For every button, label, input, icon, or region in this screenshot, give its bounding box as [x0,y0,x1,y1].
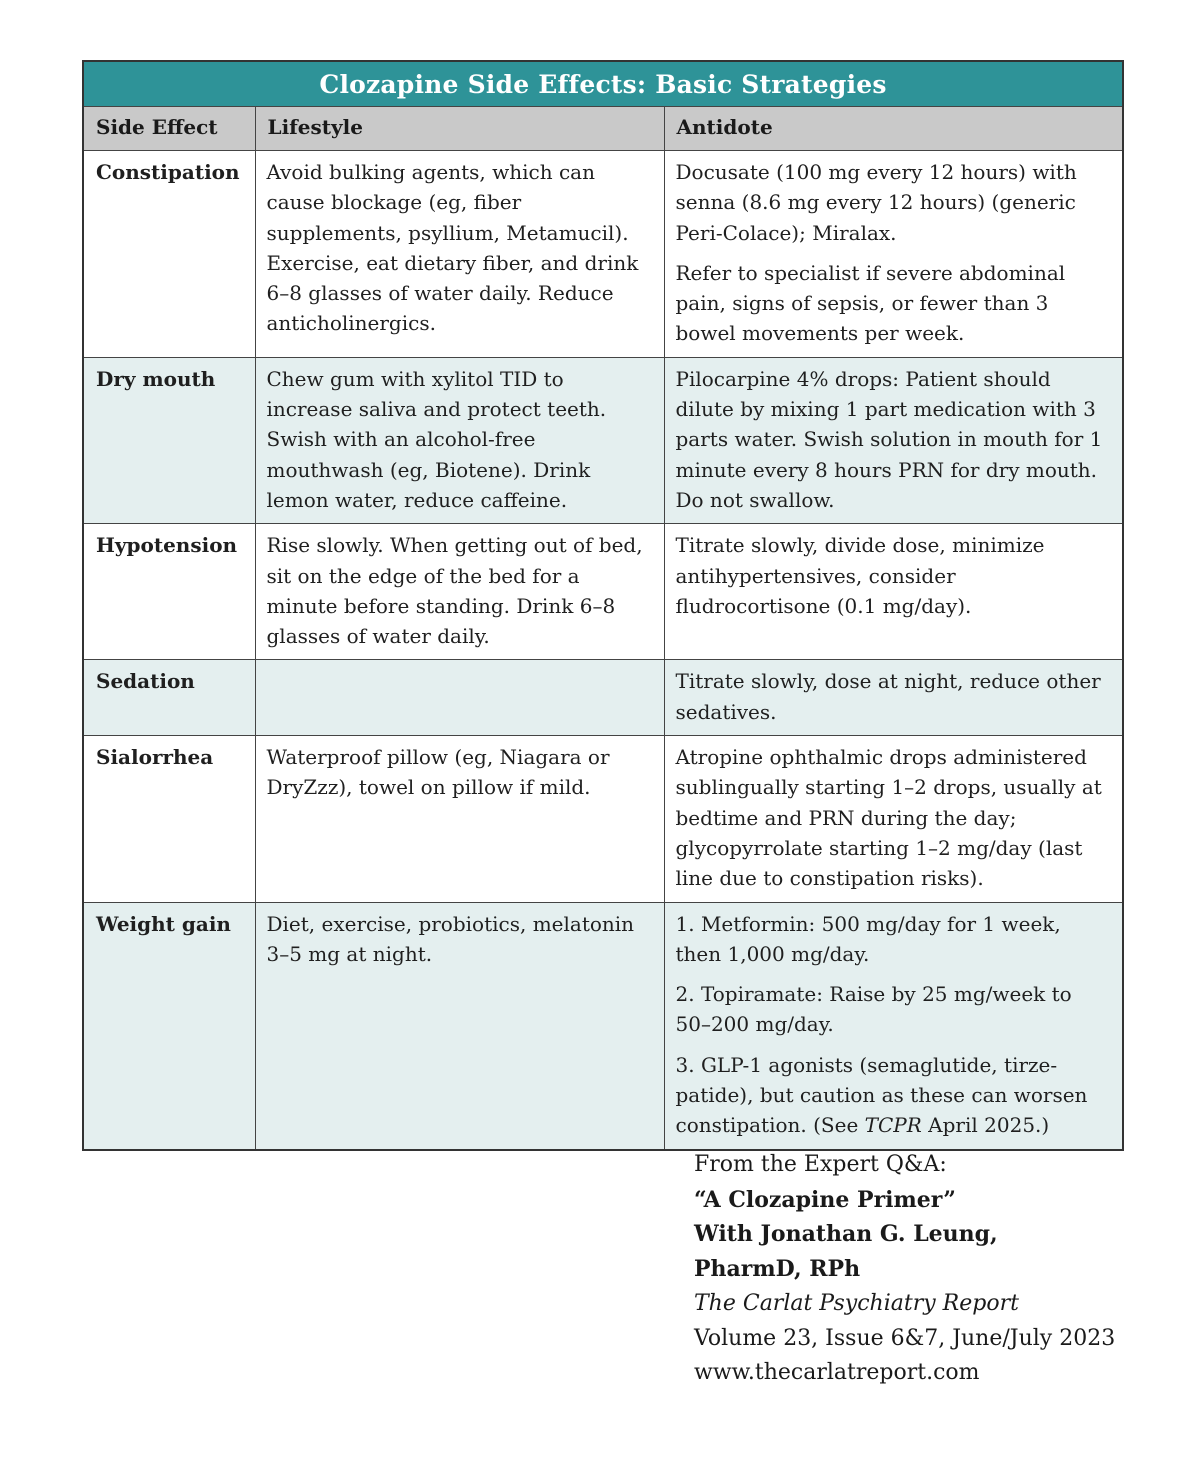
lifestyle-cell [255,660,664,736]
antidote-cell [664,524,1123,660]
table-row-weight-gain [83,902,1123,1150]
antidote-text: 1. Metformin: 500 mg/day for 1 week, then 1,000 mg/day. [675,911,1061,966]
lifestyle-text: Avoid bulking agents, which can cause blockage (eg, fiber supplements, psyllium, Metamucil). Exercise, eat dietary fiber, and drink 6–8 glasses of water daily. Reduce anticholinergics. [266,160,639,336]
antidote-text: 2. Topiramate: Raise by 25 mg/week to 50–200 mg/day. [675,982,1072,1037]
antidote-text: Titrate slowly, divide dose, minimize antihypertensives, consider fludrocortisone (0.1 mg/day). [675,533,1045,618]
side-effect-cell: Dry mouth [83,357,255,523]
table-row-constipation [83,151,1123,358]
antidote-text-part: April 2025.) [921,1113,1050,1138]
table-row-hypotension [83,524,1123,660]
citation-author: With Jonathan G. Leung, [694,1221,998,1248]
citation-journal: The Carlat Psychiatry Report [694,1290,1019,1316]
side-effect-cell: Sedation [83,660,255,736]
lifestyle-text: Rise slowly. When getting out of bed, sit on the edge of the bed for a minute before standing. Drink 6–8 glasses of water daily. [266,533,643,649]
antidote-cell [664,736,1123,902]
table-row-dry-mouth [83,357,1123,523]
antidote-text: Docusate (100 mg every 12 hours) with senna (8.6 mg every 12 hours) (generic Peri-Colace); Miralax. [675,160,1077,245]
lifestyle-cell [255,151,664,358]
table-header-row [83,107,1123,151]
lifestyle-cell [255,736,664,902]
side-effect-cell: Weight gain [83,902,255,1150]
column-header-side-effect: Side Effect [83,107,255,151]
side-effect-cell: Constipation [83,151,255,358]
lifestyle-text: Waterproof pillow (eg, Niagara or DryZzz), towel on pillow if mild. [266,745,610,800]
lifestyle-text: Chew gum with xylitol TID to increase saliva and protect teeth. Swish with an alcohol-free mouthwash (eg, Biotene). Drink lemon water, reduce caffeine. [266,366,607,512]
journal-abbrev: TCPR [864,1113,922,1138]
column-header-antidote: Antidote [664,107,1123,151]
side-effect-cell: Hypotension [83,524,255,660]
citation-issue: Volume 23, Issue 6&7, June/July 2023 [694,1325,1116,1351]
table-title: Clozapine Side Effects: Basic Strategies [83,61,1123,107]
table-title-row [83,61,1123,107]
source-citation [694,1148,1164,1391]
antidote-cell [664,357,1123,523]
citation-credentials: PharmD, RPh [694,1256,861,1283]
antidote-text: Atropine ophthalmic drops administered sublingually starting 1–2 drops, usually at bedtime and PRN during the day; glycopyrrolate starting 1–2 mg/day (last line due to constipation risks). [675,745,1102,891]
side-effects-table-wrapper [82,60,1122,1151]
citation-article-title: “A Clozapine Primer” [694,1186,956,1213]
citation-intro: From the Expert Q&A: [694,1152,947,1177]
lifestyle-text: Diet, exercise, probiotics, melatonin 3–5 mg at night. [266,911,635,966]
lifestyle-cell [255,902,664,1150]
antidote-cell [664,902,1123,1150]
antidote-text: Pilocarpine 4% drops: Patient should dilute by mixing 1 part medication with 3 parts water. Swish solution in mouth for 1 minute every 8 hours PRN for dry mouth. Do not swallow. [675,366,1103,512]
citation-url[interactable]: www.thecarlatreport.com [694,1360,980,1386]
side-effects-table [82,60,1124,1151]
antidote-text-glp1 [676,1050,1113,1141]
antidote-cell [664,660,1123,736]
antidote-text: Titrate slowly, dose at night, reduce other sedatives. [675,669,1101,724]
table-row-sialorrhea [83,736,1123,902]
column-header-lifestyle: Lifestyle [255,107,664,151]
table-row-sedation [83,660,1123,736]
antidote-text: Refer to specialist if severe abdominal pain, signs of sepsis, or fewer than 3 bowel movements per week. [675,260,1066,346]
side-effect-cell: Sialorrhea [83,736,255,902]
antidote-cell [664,151,1123,358]
lifestyle-cell [255,524,664,660]
antidote-text-part: 3. GLP-1 agonists (semaglutide, tirze-patide), but caution as these can worsen constipation. (See [675,1052,1088,1138]
lifestyle-cell [255,357,664,523]
